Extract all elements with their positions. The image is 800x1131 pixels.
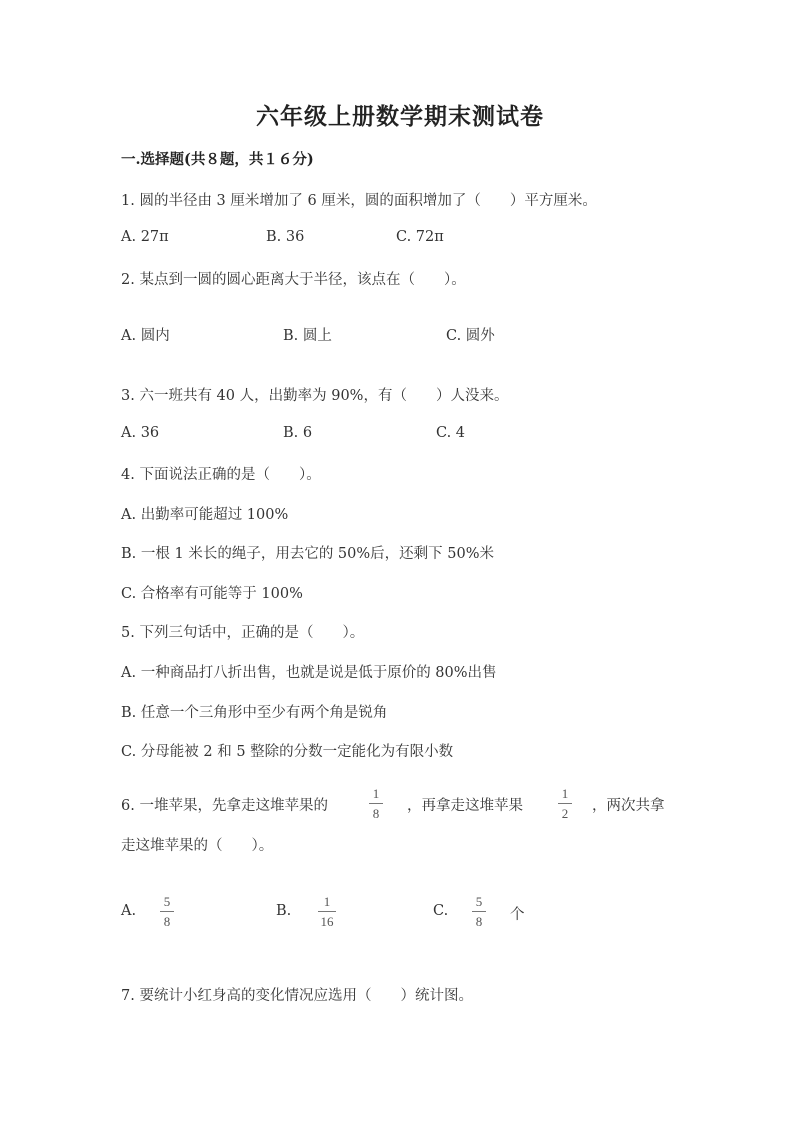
q6-option-c-label: C. — [433, 903, 449, 919]
q2-option-c: C. 圆外 — [446, 328, 495, 344]
fraction-bar — [318, 911, 336, 912]
q1-option-c: C. 72π — [396, 229, 444, 245]
q6-fraction-1 — [369, 786, 383, 821]
question-7: 7. 要统计小红身高的变化情况应选用（ ）统计图。 — [121, 988, 473, 1004]
q6-option-c-fraction — [472, 894, 486, 929]
fraction-denominator: 16 — [320, 914, 334, 929]
question-1: 1. 圆的半径由 3 厘米增加了 6 厘米，圆的面积增加了（ ）平方厘米。 — [121, 193, 597, 209]
question-3: 3. 六一班共有 40 人，出勤率为 90%，有（ ）人没来。 — [121, 388, 509, 404]
fraction-bar — [558, 803, 572, 804]
q5-option-b: B. 任意一个三角形中至少有两个角是锐角 — [121, 705, 388, 721]
q6-option-a-label: A. — [121, 903, 137, 919]
fraction-numerator: 5 — [163, 894, 171, 909]
q6-option-b-fraction — [318, 894, 336, 929]
fraction-numerator: 5 — [475, 894, 483, 909]
fraction-denominator: 8 — [163, 914, 171, 929]
section-heading: 一.选择题(共８题，共１６分) — [121, 151, 314, 168]
q4-option-a: A. 出勤率可能超过 100% — [121, 507, 289, 523]
question-4: 4. 下面说法正确的是（ ）。 — [121, 467, 321, 483]
page-title: 六年级上册数学期末测试卷 — [256, 103, 544, 130]
q6-option-b-label: B. — [276, 903, 292, 919]
fraction-denominator: 2 — [561, 806, 569, 821]
q4-option-c: C. 合格率有可能等于 100% — [121, 586, 303, 602]
question-2: 2. 某点到一圆的圆心距离大于半径，该点在（ ）。 — [121, 272, 466, 288]
fraction-denominator: 8 — [475, 914, 483, 929]
q3-option-a: A. 36 — [121, 425, 160, 441]
fraction-bar — [160, 911, 174, 912]
fraction-denominator: 8 — [372, 806, 380, 821]
q4-option-b: B. 一根 1 米长的绳子，用去它的 50%后，还剩下 50%米 — [121, 546, 494, 562]
q6-fraction-2 — [558, 786, 572, 821]
question-6-part2: ，再拿走这堆苹果 — [407, 798, 523, 814]
q5-option-a: A. 一种商品打八折出售，也就是说是低于原价的 80%出售 — [121, 665, 497, 681]
q6-option-a-fraction — [160, 894, 174, 929]
question-5: 5. 下列三句话中，正确的是（ ）。 — [121, 625, 365, 641]
fraction-numerator: 1 — [323, 894, 331, 909]
fraction-bar — [369, 803, 383, 804]
fraction-numerator: 1 — [372, 786, 380, 801]
q6-option-c-suffix: 个 — [510, 907, 525, 923]
question-6-part3: ，两次共拿 — [592, 798, 665, 814]
q3-option-c: C. 4 — [436, 425, 466, 441]
q3-option-b: B. 6 — [283, 425, 313, 441]
q1-option-a: A. 27π — [121, 229, 169, 245]
q1-option-b: B. 36 — [266, 229, 305, 245]
fraction-numerator: 1 — [561, 786, 569, 801]
question-6-part1: 6. 一堆苹果，先拿走这堆苹果的 — [121, 798, 328, 814]
q2-option-b: B. 圆上 — [283, 328, 332, 344]
q2-option-a: A. 圆内 — [121, 328, 170, 344]
q5-option-c: C. 分母能被 2 和 5 整除的分数一定能化为有限小数 — [121, 744, 454, 760]
question-6-line2: 走这堆苹果的（ ）。 — [121, 838, 274, 854]
fraction-bar — [472, 911, 486, 912]
